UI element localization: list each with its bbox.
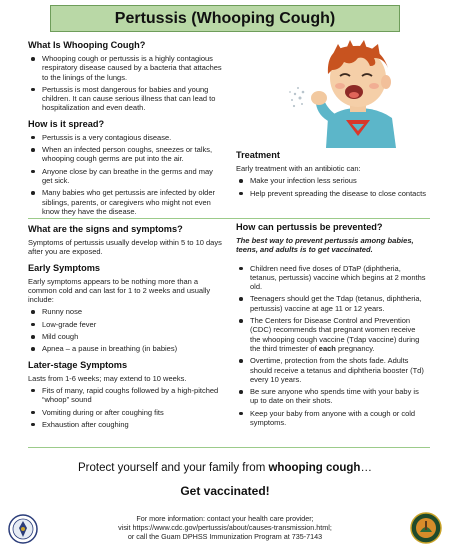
- heading-treatment: Treatment: [236, 150, 280, 160]
- cdc-text-bold: each: [318, 343, 336, 353]
- heading-signs: What are the signs and symptoms?: [28, 224, 183, 234]
- left-column-lower: [28, 224, 224, 435]
- footer-call-to-action: Get vaccinated!: [180, 484, 270, 498]
- list-item: Overtime, protection from the shots fade. Adults should receive a tetanus and diphtheria booster (Td) every 10 years.: [236, 356, 426, 384]
- list-treatment: [236, 176, 426, 198]
- section-later: [28, 360, 224, 429]
- protect-text-post: …: [360, 462, 372, 474]
- list-item: Anyone close by can breathe in the germs and may get sick.: [28, 167, 224, 186]
- list-item: Apnea – a pause in breathing (in babies): [28, 344, 224, 353]
- page-title: Pertussis (Whooping Cough): [114, 9, 336, 27]
- list-item: Teenagers should get the Tdap (tetanus, diphtheria, pertussis) vaccine at age 11 or 12 years.: [236, 294, 426, 313]
- protect-text-bold: whooping cough: [268, 462, 361, 474]
- list-item: Pertussis is most dangerous for babies and young children. It can cause serious illness that can lead to hospitalization and even death.: [28, 85, 224, 113]
- list-prevention: [236, 264, 426, 428]
- later-text: Lasts from 1-6 weeks; may extend to 10 weeks.: [28, 373, 187, 383]
- left-column: [28, 40, 224, 222]
- list-item: Whooping cough or pertussis is a highly contagious respiratory disease caused by a bacteria that attaches to the linings of the lungs.: [28, 54, 224, 82]
- list-item: Low-grade fever: [28, 320, 224, 329]
- guam-seal-icon: [410, 512, 442, 544]
- list-item: When an infected person coughs, sneezes or talks, whooping cough germs are put into the air.: [28, 145, 224, 164]
- coughing-boy-illustration: [288, 36, 426, 148]
- section-spread: [28, 119, 224, 216]
- footer-protect-line: [0, 462, 450, 474]
- section-divider: [28, 218, 430, 219]
- heading-spread: How is it spread?: [28, 118, 105, 129]
- heading-what-is: What Is Whooping Cough?: [28, 40, 146, 50]
- list-item: [236, 316, 426, 353]
- list-item: Be sure anyone who spends time with your baby is up to date on their shots.: [236, 387, 426, 406]
- protect-text-pre: Protect yourself and your family from: [78, 462, 269, 474]
- info-line: For more information: contact your health care provider;: [136, 514, 314, 523]
- heading-early: Early Symptoms: [28, 262, 100, 273]
- heading-prevention: How can pertussis be prevented?: [236, 222, 383, 232]
- list-item: Fits of many, rapid coughs followed by a high-pitched “whoop” sound: [28, 386, 224, 405]
- list-item: Many babies who get pertussis are infected by older siblings, parents, or caregivers who might not even know they have the disease.: [28, 188, 224, 216]
- list-item: Vomiting during or after coughing fits: [28, 408, 224, 417]
- title-banner: [50, 5, 400, 32]
- dphss-seal-icon: [8, 514, 38, 544]
- prevention-emphasis: The best way to prevent pertussis among babies, teens, and adults is to get vaccinated.: [236, 236, 414, 255]
- treatment-text: Early treatment with an antibiotic can:: [236, 164, 361, 173]
- section-what-is: [28, 40, 224, 113]
- list-item: Exhaustion after coughing: [28, 420, 224, 429]
- list-item: Runny nose: [28, 307, 224, 316]
- list-item: Make your infection less serious: [236, 176, 426, 185]
- info-line-link[interactable]: visit https://www.cdc.gov/pertussis/about/causes-transmission.html;: [118, 523, 332, 533]
- heading-later: Later-stage Symptoms: [28, 359, 128, 370]
- cdc-text-pre: The Centers for Disease Control and Prevention (CDC) recommends that pregnant women receive the whooping cough vaccine (Tdap vaccine) during the third trimester of: [250, 316, 420, 353]
- list-item: Mild cough: [28, 332, 224, 341]
- cdc-text-post: pregnancy.: [335, 343, 375, 353]
- list-item: Children need five doses of DTaP (diphtheria, tetanus, pertussis) vaccine which begins at 2 months old.: [236, 264, 426, 292]
- list-item: Pertussis is a very contagious disease.: [28, 133, 224, 142]
- section-treatment: [236, 150, 426, 203]
- list-item: Help prevent spreading the disease to close contacts: [236, 189, 426, 198]
- info-line: or call the Guam DPHSS Immunization Program at 735-7143: [127, 532, 323, 542]
- list-spread: [28, 133, 224, 216]
- list-early: [28, 307, 224, 353]
- section-signs: [28, 224, 224, 257]
- section-early: [28, 263, 224, 354]
- list-what-is: [28, 54, 224, 113]
- list-later: [28, 386, 224, 429]
- early-text: Early symptoms appears to be nothing more than a common cold and can last for 1 to 2 weeks and usually include:: [28, 276, 211, 305]
- section-prevention: [236, 222, 426, 432]
- footer-divider: [28, 447, 430, 448]
- list-item: Keep your baby from anyone with a cough or cold symptoms.: [236, 409, 426, 428]
- footer-contact-info: [95, 514, 355, 542]
- signs-text: Symptoms of pertussis usually develop within 5 to 10 days after you are exposed.: [28, 238, 222, 257]
